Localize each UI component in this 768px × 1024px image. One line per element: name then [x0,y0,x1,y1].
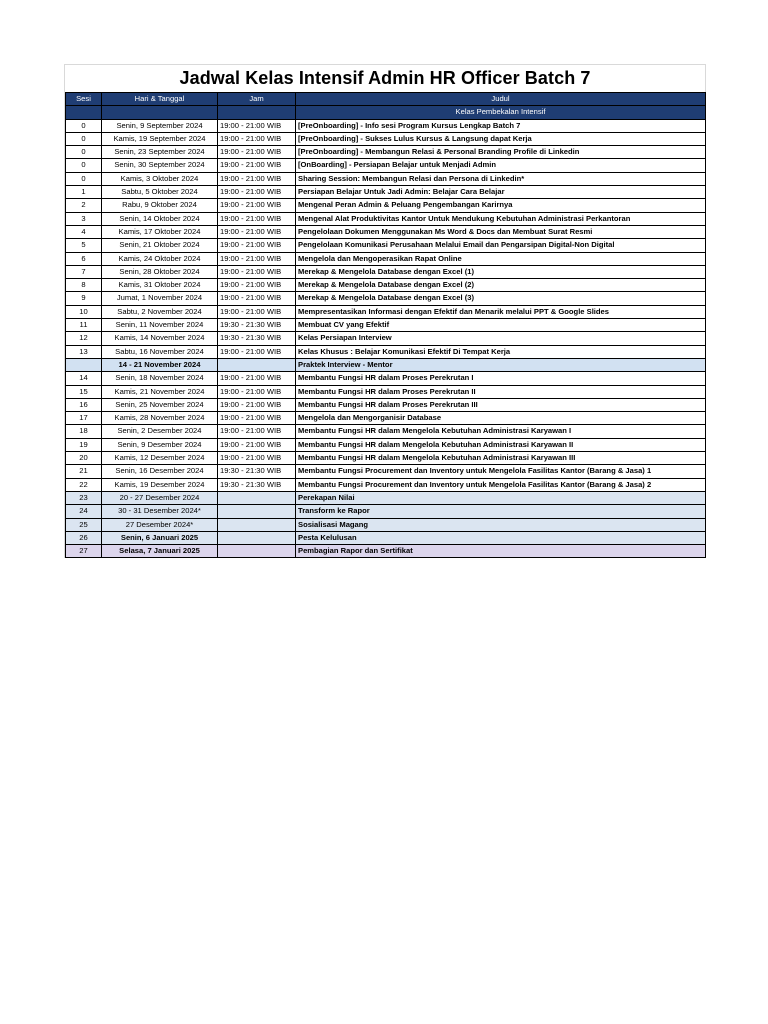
table-row [66,438,706,451]
cell-sesi: 19 [66,438,102,451]
cell-jam: 19:00 - 21:00 WIB [218,199,296,212]
cell-sesi: 15 [66,385,102,398]
table-row [66,412,706,425]
table-row [66,252,706,265]
cell-jam: 19:00 - 21:00 WIB [218,305,296,318]
cell-hari: Kamis, 24 Oktober 2024 [102,252,218,265]
cell-hari: Selasa, 7 Januari 2025 [102,545,218,558]
cell-sesi: 0 [66,119,102,132]
cell-hari: 20 - 27 Desember 2024 [102,491,218,504]
cell-sesi: 17 [66,412,102,425]
table-row [66,545,706,558]
schedule-sheet [64,64,706,558]
cell-hari: Senin, 25 November 2024 [102,398,218,411]
cell-judul: Transform ke Rapor [296,505,706,518]
cell-judul: Membantu Fungsi Procurement dan Inventory untuk Mengelola Fasilitas Kantor (Barang & Jasa) 2 [296,478,706,491]
cell-jam: 19:00 - 21:00 WIB [218,385,296,398]
cell-hari: Rabu, 9 Oktober 2024 [102,199,218,212]
cell-hari: Senin, 2 Desember 2024 [102,425,218,438]
cell-judul: Mengelola dan Mengorganisir Database [296,412,706,425]
table-row [66,146,706,159]
cell-jam: 19:00 - 21:00 WIB [218,132,296,145]
cell-jam: 19:00 - 21:00 WIB [218,146,296,159]
cell-hari: Senin, 14 Oktober 2024 [102,212,218,225]
cell-jam: 19:30 - 21:30 WIB [218,332,296,345]
table-row [66,319,706,332]
table-row [66,345,706,358]
cell-jam [218,505,296,518]
table-row [66,172,706,185]
cell-sesi: 24 [66,505,102,518]
table-row [66,385,706,398]
cell-hari: Kamis, 19 Desember 2024 [102,478,218,491]
table-row [66,186,706,199]
cell-sesi: 26 [66,531,102,544]
cell-judul: Membantu Fungsi HR dalam Proses Perekrutan I [296,372,706,385]
cell-judul: [PreOnboarding] - Sukses Lulus Kursus & Langsung dapat Kerja [296,132,706,145]
cell-hari: Senin, 11 November 2024 [102,319,218,332]
cell-judul: Merekap & Mengelola Database dengan Excel (1) [296,265,706,278]
cell-sesi: 6 [66,252,102,265]
table-row [66,212,706,225]
header-hari: Hari & Tanggal [102,93,218,106]
table-row [66,452,706,465]
cell-hari: Sabtu, 16 November 2024 [102,345,218,358]
table-row [66,239,706,252]
cell-jam: 19:00 - 21:00 WIB [218,292,296,305]
cell-hari: Sabtu, 5 Oktober 2024 [102,186,218,199]
cell-sesi: 9 [66,292,102,305]
cell-sesi: 13 [66,345,102,358]
cell-hari: 14 - 21 November 2024 [102,358,218,371]
section-spacer [66,106,102,119]
cell-judul: Mengenal Peran Admin & Peluang Pengembangan Karirnya [296,199,706,212]
table-row [66,518,706,531]
cell-jam: 19:30 - 21:30 WIB [218,478,296,491]
cell-jam: 19:00 - 21:00 WIB [218,212,296,225]
cell-jam [218,531,296,544]
cell-hari: Kamis, 17 Oktober 2024 [102,225,218,238]
cell-jam [218,545,296,558]
cell-sesi: 11 [66,319,102,332]
cell-sesi: 12 [66,332,102,345]
cell-hari: Senin, 21 Oktober 2024 [102,239,218,252]
cell-judul: Sosialisasi Magang [296,518,706,531]
cell-hari: Jumat, 1 November 2024 [102,292,218,305]
cell-judul: Kelas Persiapan Interview [296,332,706,345]
cell-jam: 19:00 - 21:00 WIB [218,252,296,265]
cell-jam: 19:00 - 21:00 WIB [218,345,296,358]
cell-judul: Pesta Kelulusan [296,531,706,544]
cell-hari: Senin, 23 September 2024 [102,146,218,159]
section-row [66,106,706,119]
cell-sesi: 0 [66,132,102,145]
cell-judul: Mengelola dan Mengoperasikan Rapat Online [296,252,706,265]
cell-judul: Merekap & Mengelola Database dengan Excel (3) [296,292,706,305]
cell-judul: [PreOnboarding] - Info sesi Program Kursus Lengkap Batch 7 [296,119,706,132]
cell-hari: Kamis, 12 Desember 2024 [102,452,218,465]
cell-judul: Sharing Session: Membangun Relasi dan Persona di Linkedin* [296,172,706,185]
cell-jam: 19:00 - 21:00 WIB [218,279,296,292]
cell-sesi: 23 [66,491,102,504]
cell-jam [218,491,296,504]
cell-sesi: 0 [66,159,102,172]
cell-judul: Persiapan Belajar Untuk Jadi Admin: Belajar Cara Belajar [296,186,706,199]
section-spacer [102,106,218,119]
section-label: Kelas Pembekalan Intensif [296,106,706,119]
cell-sesi: 21 [66,465,102,478]
cell-hari: Senin, 6 Januari 2025 [102,531,218,544]
table-row [66,225,706,238]
cell-judul: Membantu Fungsi HR dalam Proses Perekrutan II [296,385,706,398]
cell-jam: 19:00 - 21:00 WIB [218,186,296,199]
cell-judul: Membantu Fungsi HR dalam Proses Perekrutan III [296,398,706,411]
table-row [66,425,706,438]
schedule-table [65,92,706,558]
cell-hari: Senin, 18 November 2024 [102,372,218,385]
cell-judul: Kelas Khusus : Belajar Komunikasi Efektif Di Tempat Kerja [296,345,706,358]
table-row [66,159,706,172]
cell-hari: Senin, 9 September 2024 [102,119,218,132]
cell-jam: 19:30 - 21:30 WIB [218,465,296,478]
cell-hari: Sabtu, 2 November 2024 [102,305,218,318]
cell-jam: 19:00 - 21:00 WIB [218,452,296,465]
cell-jam: 19:00 - 21:00 WIB [218,172,296,185]
cell-sesi [66,358,102,371]
table-row [66,372,706,385]
header-jam: Jam [218,93,296,106]
table-row [66,199,706,212]
cell-jam: 19:00 - 21:00 WIB [218,265,296,278]
cell-jam: 19:00 - 21:00 WIB [218,425,296,438]
cell-judul: Pengelolaan Komunikasi Perusahaan Melalui Email dan Pengarsipan Digital-Non Digital [296,239,706,252]
cell-hari: Senin, 28 Oktober 2024 [102,265,218,278]
cell-hari: Kamis, 21 November 2024 [102,385,218,398]
cell-hari: 30 - 31 Desember 2024* [102,505,218,518]
cell-hari: Kamis, 31 Oktober 2024 [102,279,218,292]
cell-sesi: 7 [66,265,102,278]
table-row [66,491,706,504]
table-row [66,465,706,478]
cell-jam: 19:00 - 21:00 WIB [218,225,296,238]
cell-sesi: 3 [66,212,102,225]
table-row [66,265,706,278]
table-row [66,332,706,345]
table-row [66,531,706,544]
cell-jam: 19:00 - 21:00 WIB [218,398,296,411]
cell-sesi: 25 [66,518,102,531]
cell-jam: 19:00 - 21:00 WIB [218,438,296,451]
cell-sesi: 10 [66,305,102,318]
cell-sesi: 5 [66,239,102,252]
cell-jam: 19:00 - 21:00 WIB [218,372,296,385]
cell-hari: Kamis, 19 September 2024 [102,132,218,145]
cell-hari: 27 Desember 2024* [102,518,218,531]
cell-judul: Membuat CV yang Efektif [296,319,706,332]
cell-jam [218,358,296,371]
table-row [66,398,706,411]
cell-sesi: 0 [66,146,102,159]
cell-judul: Membantu Fungsi HR dalam Mengelola Kebutuhan Administrasi Karyawan III [296,452,706,465]
table-row [66,132,706,145]
cell-judul: Perekapan Nilai [296,491,706,504]
cell-judul: Mempresentasikan Informasi dengan Efektif dan Menarik melalui PPT & Google Slides [296,305,706,318]
cell-sesi: 20 [66,452,102,465]
table-row [66,358,706,371]
cell-hari: Kamis, 3 Oktober 2024 [102,172,218,185]
cell-jam: 19:00 - 21:00 WIB [218,412,296,425]
cell-judul: [OnBoarding] - Persiapan Belajar untuk Menjadi Admin [296,159,706,172]
cell-judul: Pembagian Rapor dan Sertifikat [296,545,706,558]
cell-jam: 19:00 - 21:00 WIB [218,159,296,172]
cell-judul: Pengelolaan Dokumen Menggunakan Ms Word & Docs dan Membuat Surat Resmi [296,225,706,238]
cell-judul: Praktek Interview - Mentor [296,358,706,371]
cell-judul: Membantu Fungsi HR dalam Mengelola Kebutuhan Administrasi Karyawan I [296,425,706,438]
table-row [66,292,706,305]
table-row [66,119,706,132]
cell-hari: Senin, 16 Desember 2024 [102,465,218,478]
cell-sesi: 16 [66,398,102,411]
cell-jam [218,518,296,531]
cell-hari: Senin, 30 September 2024 [102,159,218,172]
cell-jam: 19:30 - 21:30 WIB [218,319,296,332]
table-row [66,505,706,518]
table-row [66,478,706,491]
table-row [66,305,706,318]
cell-sesi: 2 [66,199,102,212]
cell-sesi: 27 [66,545,102,558]
cell-hari: Kamis, 28 November 2024 [102,412,218,425]
table-row [66,279,706,292]
cell-judul: Merekap & Mengelola Database dengan Excel (2) [296,279,706,292]
cell-sesi: 22 [66,478,102,491]
cell-hari: Senin, 9 Desember 2024 [102,438,218,451]
cell-judul: [PreOnboarding] - Membangun Relasi & Personal Branding Profile di Linkedin [296,146,706,159]
cell-judul: Mengenal Alat Produktivitas Kantor Untuk Mendukung Kebutuhan Administrasi Perkantoran [296,212,706,225]
cell-sesi: 18 [66,425,102,438]
cell-jam: 19:00 - 21:00 WIB [218,239,296,252]
cell-judul: Membantu Fungsi Procurement dan Inventory untuk Mengelola Fasilitas Kantor (Barang & Jasa) 1 [296,465,706,478]
header-row [66,93,706,106]
cell-hari: Kamis, 14 November 2024 [102,332,218,345]
cell-sesi: 0 [66,172,102,185]
cell-sesi: 14 [66,372,102,385]
header-judul: Judul [296,93,706,106]
cell-sesi: 4 [66,225,102,238]
cell-jam: 19:00 - 21:00 WIB [218,119,296,132]
header-sesi: Sesi [66,93,102,106]
cell-judul: Membantu Fungsi HR dalam Mengelola Kebutuhan Administrasi Karyawan II [296,438,706,451]
page-title: Jadwal Kelas Intensif Admin HR Officer Batch 7 [179,68,591,88]
cell-sesi: 8 [66,279,102,292]
cell-sesi: 1 [66,186,102,199]
section-spacer [218,106,296,119]
